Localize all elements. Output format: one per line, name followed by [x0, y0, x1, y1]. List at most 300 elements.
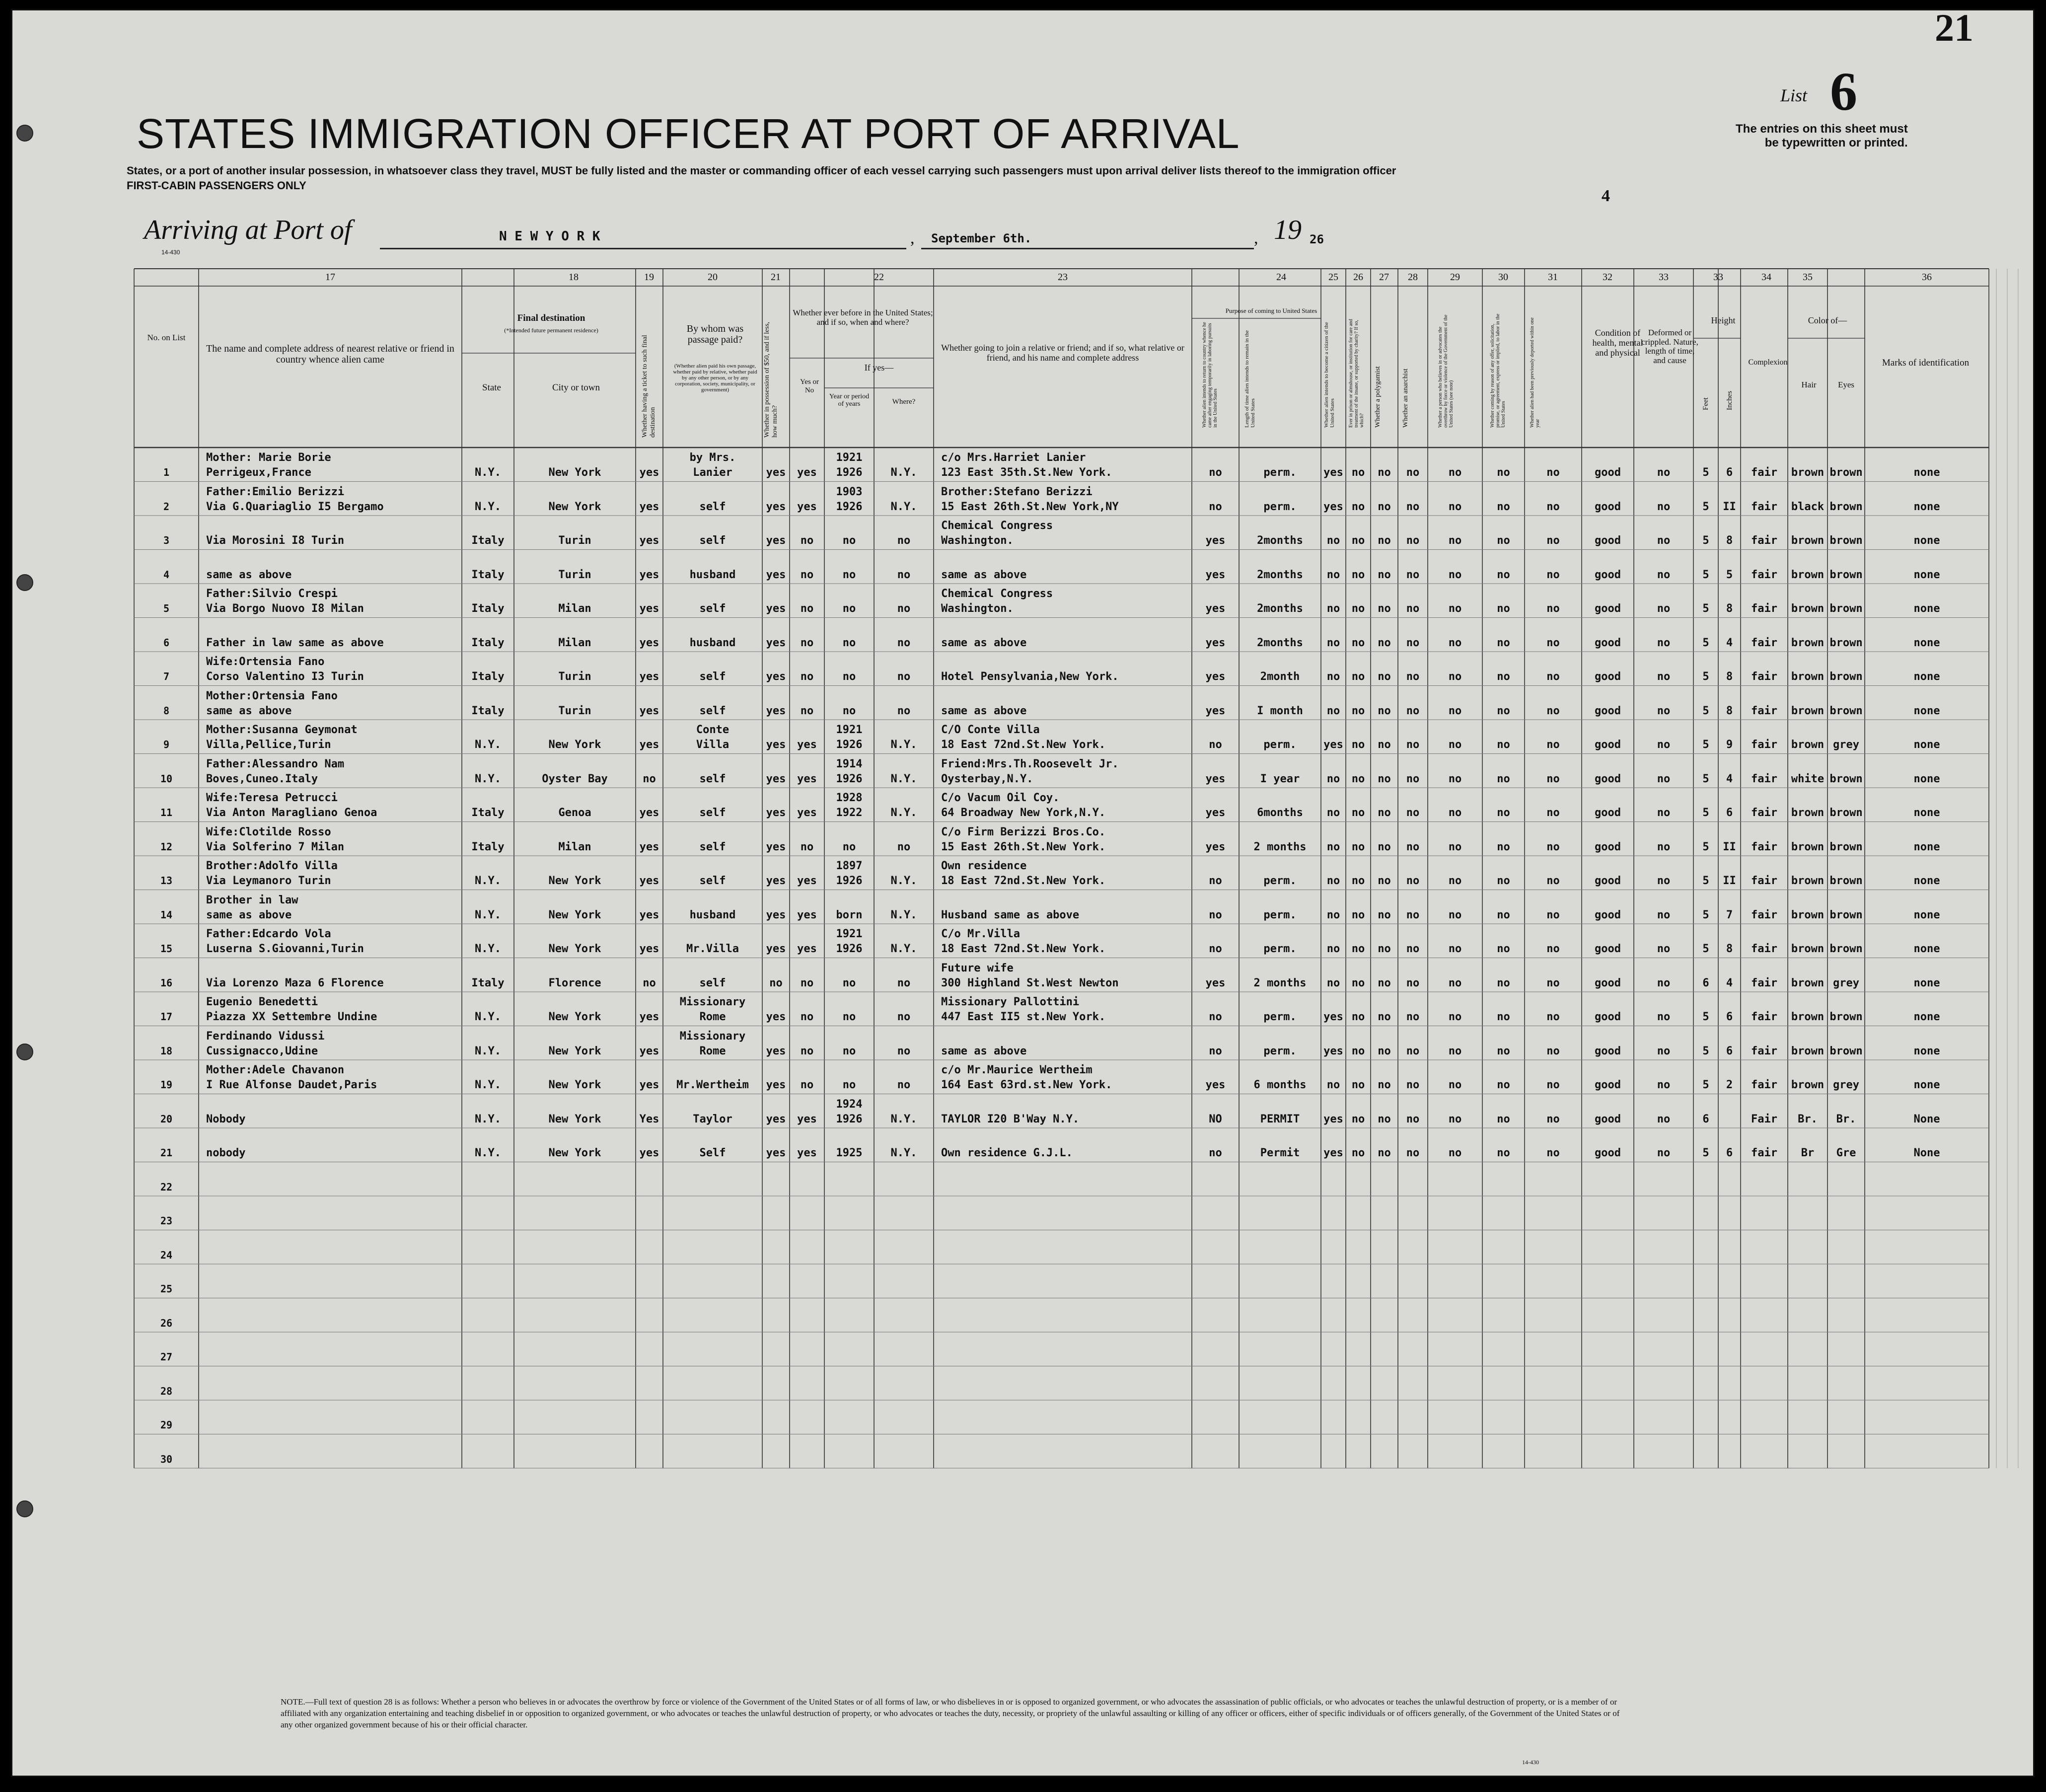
anarchist: no	[1406, 908, 1420, 921]
destination-state: Italy	[471, 636, 505, 649]
anarchist: no	[1406, 534, 1420, 547]
header-color: Color of—	[1808, 315, 1847, 325]
deformed: no	[1657, 534, 1671, 547]
anarchist: no	[1406, 875, 1420, 887]
height-inches: 7	[1726, 908, 1733, 921]
passage-paid-by: Lanier	[693, 466, 732, 479]
has-fifty-dollars: yes	[766, 1113, 786, 1125]
deformed: no	[1657, 1147, 1671, 1159]
anarchist: no	[1406, 1147, 1420, 1159]
hair-color: brown	[1791, 875, 1825, 887]
joining-address: same as above	[941, 568, 1027, 581]
joining-address: same as above	[941, 636, 1027, 649]
polygamist: no	[1378, 1113, 1391, 1125]
identification-marks: none	[1913, 636, 1940, 649]
in-prison: no	[1351, 943, 1365, 955]
where-in-us: no	[897, 1011, 911, 1023]
header-overthrow: Whether a person who believes in or advocates the overthrow by force or violence of the Government of the United States (see note)	[1438, 314, 1454, 428]
ever-in-us: no	[800, 534, 814, 547]
has-fifty-dollars: yes	[766, 636, 786, 649]
anarchist: no	[1406, 466, 1420, 479]
header-eyes: Eyes	[1837, 380, 1855, 389]
eye-color: brown	[1829, 568, 1863, 581]
in-prison: no	[1351, 1011, 1365, 1023]
relative-name: Wife:Clotilde Rosso	[206, 825, 331, 838]
where-in-us: N.Y.	[890, 875, 917, 887]
length-of-stay: perm.	[1263, 1011, 1297, 1023]
ticket-to-destination: yes	[639, 1147, 659, 1159]
height-feet: 5	[1702, 943, 1709, 955]
header-height: Height	[1711, 315, 1736, 325]
advocates-overthrow: no	[1448, 1079, 1462, 1091]
has-fifty-dollars: yes	[766, 1011, 786, 1023]
where-in-us: N.Y.	[890, 500, 917, 513]
destination-city: New York	[548, 1113, 601, 1125]
in-prison: no	[1351, 671, 1365, 683]
where-in-us: no	[897, 568, 911, 581]
destination-city: Milan	[558, 840, 591, 853]
polygamist: no	[1378, 636, 1391, 649]
joining-address: 15 East 26th.St.New York.	[941, 840, 1106, 853]
advocates-overthrow: no	[1448, 943, 1462, 955]
purpose-return: NO	[1209, 1113, 1222, 1125]
years-in-us: no	[842, 636, 856, 649]
complexion: fair	[1751, 943, 1777, 955]
joining-address: same as above	[941, 704, 1027, 717]
relative-address: Perrigeux,France	[206, 466, 311, 479]
previously-deported: no	[1546, 772, 1560, 785]
column-number: 33	[1713, 272, 1723, 283]
health-condition: good	[1595, 636, 1621, 649]
hair-color: brown	[1791, 739, 1825, 751]
years-in-us-first: 1928	[836, 792, 863, 804]
header-hair: Hair	[1801, 380, 1817, 389]
deformed: no	[1657, 500, 1671, 513]
previously-deported: no	[1546, 840, 1560, 853]
height-feet: 5	[1702, 534, 1709, 547]
header-inches: Inches	[1726, 390, 1734, 410]
joining-address: 123 East 35th.St.New York.	[941, 466, 1112, 479]
health-condition: good	[1595, 1011, 1621, 1023]
relative-name: Father:Edcardo Vola	[206, 928, 331, 940]
complexion: fair	[1751, 840, 1777, 853]
intends-citizen: yes	[1323, 1045, 1343, 1057]
ever-in-us: no	[800, 602, 814, 615]
where-in-us: N.Y.	[890, 739, 917, 751]
intends-citizen: no	[1326, 807, 1340, 819]
header-yes-no: Yes or No	[800, 378, 819, 394]
complexion: fair	[1751, 568, 1777, 581]
ticket-to-destination: no	[643, 772, 656, 785]
where-in-us: N.Y.	[890, 1147, 917, 1159]
advocates-overthrow: no	[1448, 602, 1462, 615]
length-of-stay: 2months	[1257, 636, 1303, 649]
arriving-label: Arriving at Port of	[144, 215, 352, 245]
deformed: no	[1657, 671, 1671, 683]
ticket-to-destination: yes	[639, 500, 659, 513]
advocates-overthrow: no	[1448, 704, 1462, 717]
purpose-return: yes	[1205, 704, 1226, 717]
purpose-return: no	[1209, 466, 1222, 479]
header-fifty-dollars: Whether in possession of $50, and if less, how much?	[763, 322, 779, 438]
header-anarchist: Whether an anarchist	[1402, 369, 1409, 428]
where-in-us: N.Y.	[890, 1113, 917, 1125]
header-no-on-list: No. on List	[147, 333, 186, 342]
ever-in-us: no	[800, 671, 814, 683]
complexion: fair	[1751, 1045, 1777, 1057]
header-purpose-return: Whether alien intends to return to country whence he came after engaging temporarily in laboring pursuits in the United States	[1202, 322, 1218, 428]
joining-relative: C/o Vacum Oil Coy.	[941, 792, 1060, 804]
previously-deported: no	[1546, 602, 1560, 615]
length-of-stay: 2month	[1260, 671, 1300, 683]
relative-name: Wife:Teresa Petrucci	[206, 792, 338, 804]
ever-in-us: no	[800, 976, 814, 989]
purpose-return: no	[1209, 875, 1222, 887]
eye-color: brown	[1829, 1011, 1863, 1023]
passage-paid-by-line1: Conte	[696, 724, 730, 736]
eye-color: grey	[1833, 739, 1859, 751]
column-number: 33	[1659, 272, 1669, 283]
height-inches: II	[1723, 500, 1736, 513]
height-feet: 5	[1702, 1147, 1709, 1159]
eye-color: brown	[1829, 602, 1863, 615]
row-number: 8	[163, 704, 170, 717]
destination-state: N.Y.	[475, 908, 501, 921]
labor-offer: no	[1497, 602, 1510, 615]
labor-offer: no	[1497, 1079, 1510, 1091]
has-fifty-dollars: yes	[766, 602, 786, 615]
eye-color: brown	[1829, 772, 1863, 785]
passage-paid-by-line1: Missionary	[679, 1030, 746, 1043]
hair-color: brown	[1791, 636, 1825, 649]
years-in-us: no	[842, 534, 856, 547]
intends-citizen: no	[1326, 704, 1340, 717]
in-prison: no	[1351, 636, 1365, 649]
relative-address: Cussignacco,Udine	[206, 1045, 318, 1057]
years-in-us: born	[836, 908, 863, 921]
height-feet: 5	[1702, 1045, 1709, 1057]
advocates-overthrow: no	[1448, 1045, 1462, 1057]
ticket-to-destination: yes	[639, 1011, 659, 1023]
advocates-overthrow: no	[1448, 568, 1462, 581]
comma-separator: ,	[1254, 229, 1258, 247]
destination-city: New York	[548, 1079, 601, 1091]
previously-deported: no	[1546, 704, 1560, 717]
header-passage-paid: By whom was passage paid?	[686, 323, 744, 345]
destination-city: New York	[548, 943, 601, 955]
where-in-us: no	[897, 976, 911, 989]
ticket-to-destination: yes	[639, 466, 659, 479]
relative-name: Ferdinando Vidussi	[206, 1030, 325, 1043]
height-inches: 5	[1726, 568, 1733, 581]
polygamist: no	[1378, 1147, 1391, 1159]
subtitle-line-1: States, or a port of another insular possession, in whatsoever class they travel, MUST be fully listed and the master or commanding officer of each vessel carrying such passengers must upon arrival deliver lists thereof to the immigration officer	[127, 164, 1396, 177]
complexion: fair	[1751, 772, 1777, 785]
advocates-overthrow: no	[1448, 807, 1462, 819]
row-number: 23	[160, 1215, 173, 1227]
row-number: 19	[160, 1079, 173, 1091]
eye-color: brown	[1829, 875, 1863, 887]
polygamist: no	[1378, 875, 1391, 887]
instructions-line-2: be typewritten or printed.	[1764, 136, 1908, 149]
purpose-return: no	[1209, 908, 1222, 921]
anarchist: no	[1406, 976, 1420, 989]
ever-in-us: yes	[797, 875, 817, 887]
header-relative-address: The name and complete address of nearest relative or friend in country whence alien came	[206, 343, 454, 365]
destination-state: Italy	[471, 976, 505, 989]
destination-city: Genoa	[558, 807, 591, 819]
destination-city: New York	[548, 1147, 601, 1159]
labor-offer: no	[1497, 840, 1510, 853]
joining-relative: Future wife	[941, 962, 1014, 974]
in-prison: no	[1351, 568, 1365, 581]
purpose-return: yes	[1205, 772, 1226, 785]
has-fifty-dollars: no	[769, 976, 783, 989]
years-in-us: 1926	[836, 875, 863, 887]
identification-marks: none	[1913, 840, 1940, 853]
joining-address: 18 East 72nd.St.New York.	[941, 875, 1106, 887]
relative-address: Via Morosini I8 Turin	[206, 534, 345, 547]
height-inches: 8	[1726, 534, 1733, 547]
row-number: 22	[160, 1181, 173, 1193]
intends-citizen: no	[1326, 534, 1340, 547]
purpose-return: yes	[1205, 636, 1226, 649]
identification-marks: none	[1913, 534, 1940, 547]
arrival-date: September 6th.	[931, 231, 1032, 245]
header-polygamist: Whether a polygamist	[1374, 366, 1382, 428]
length-of-stay: perm.	[1263, 943, 1297, 955]
subtitle-line-2: FIRST-CABIN PASSENGERS ONLY	[127, 179, 306, 192]
port-name: N E W Y O R K	[499, 229, 600, 244]
joining-address: 18 East 72nd.St.New York.	[941, 739, 1106, 751]
advocates-overthrow: no	[1448, 466, 1462, 479]
row-number: 7	[163, 671, 170, 682]
passage-paid-by: self	[699, 704, 726, 717]
ticket-to-destination: yes	[639, 739, 659, 751]
health-condition: good	[1595, 1113, 1621, 1125]
column-number: 36	[1922, 272, 1932, 283]
health-condition: good	[1595, 943, 1621, 955]
in-prison: no	[1351, 500, 1365, 513]
footnote-code: 14-430	[1522, 1759, 1539, 1766]
complexion: fair	[1751, 602, 1777, 615]
height-feet: 5	[1702, 466, 1709, 479]
row-number: 14	[160, 908, 173, 921]
column-number: 22	[874, 272, 884, 283]
has-fifty-dollars: yes	[766, 466, 786, 479]
purpose-return: no	[1209, 943, 1222, 955]
anarchist: no	[1406, 772, 1420, 785]
joining-relative: Brother:Stefano Berizzi	[941, 485, 1093, 498]
advocates-overthrow: no	[1448, 739, 1462, 751]
identification-marks: none	[1913, 704, 1940, 717]
deformed: no	[1657, 602, 1671, 615]
health-condition: good	[1595, 976, 1621, 989]
length-of-stay: 2months	[1257, 568, 1303, 581]
advocates-overthrow: no	[1448, 875, 1462, 887]
height-inches: 2	[1726, 1079, 1733, 1091]
years-in-us: no	[842, 671, 856, 683]
destination-city: Oyster Bay	[542, 772, 608, 785]
ever-in-us: yes	[797, 500, 817, 513]
purpose-return: yes	[1205, 671, 1226, 683]
height-feet: 5	[1702, 739, 1709, 751]
length-of-stay: I month	[1257, 704, 1303, 717]
purpose-return: no	[1209, 739, 1222, 751]
ever-in-us: yes	[797, 807, 817, 819]
previously-deported: no	[1546, 671, 1560, 683]
passage-paid-by: husband	[689, 908, 736, 921]
polygamist: no	[1378, 1045, 1391, 1057]
where-in-us: no	[897, 1045, 911, 1057]
joining-address: 64 Broadway New York,N.Y.	[941, 807, 1106, 819]
advocates-overthrow: no	[1448, 671, 1462, 683]
relative-address: Luserna S.Giovanni,Turin	[206, 943, 364, 955]
row-number: 21	[160, 1147, 173, 1159]
has-fifty-dollars: yes	[766, 1045, 786, 1057]
health-condition: good	[1595, 739, 1621, 751]
anarchist: no	[1406, 602, 1420, 615]
destination-state: Italy	[471, 534, 505, 547]
ever-in-us: yes	[797, 908, 817, 921]
height-inches: 4	[1726, 636, 1733, 649]
complexion: Fair	[1751, 1113, 1777, 1125]
column-number: 18	[569, 272, 579, 283]
height-inches: 8	[1726, 704, 1733, 717]
relative-name: Father:Emilio Berizzi	[206, 485, 345, 498]
ever-in-us: yes	[797, 466, 817, 479]
destination-city: New York	[548, 500, 601, 513]
row-number: 5	[163, 602, 170, 614]
list-label: List	[1780, 85, 1808, 105]
years-in-us: 1926	[836, 943, 863, 955]
polygamist: no	[1378, 976, 1391, 989]
row-number: 29	[160, 1419, 173, 1431]
row-number: 24	[160, 1249, 173, 1261]
length-of-stay: 6months	[1257, 807, 1303, 819]
length-of-stay: 6 months	[1253, 1079, 1307, 1091]
joining-relative: c/o Mrs.Harriet Lanier	[941, 451, 1086, 464]
passage-paid-by: self	[699, 534, 726, 547]
where-in-us: no	[897, 534, 911, 547]
relative-address: Via Lorenzo Maza 6 Florence	[206, 976, 384, 989]
destination-state: N.Y.	[475, 875, 501, 887]
identification-marks: none	[1913, 1011, 1940, 1023]
labor-offer: no	[1497, 671, 1510, 683]
length-of-stay: 2months	[1257, 534, 1303, 547]
purpose-return: no	[1209, 1147, 1222, 1159]
relative-address: Boves,Cuneo.Italy	[206, 772, 318, 785]
relative-address: Via G.Quariaglio I5 Bergamo	[206, 500, 384, 513]
ticket-to-destination: yes	[639, 807, 659, 819]
labor-offer: no	[1497, 568, 1510, 581]
previously-deported: no	[1546, 943, 1560, 955]
labor-offer: no	[1497, 704, 1510, 717]
where-in-us: N.Y.	[890, 943, 917, 955]
column-number: 20	[708, 272, 718, 283]
joining-address: Hotel Pensylvania,New York.	[941, 671, 1119, 683]
passage-paid-by: Mr.Villa	[686, 943, 739, 955]
destination-state: Italy	[471, 671, 505, 683]
has-fifty-dollars: yes	[766, 500, 786, 513]
length-of-stay: perm.	[1263, 500, 1297, 513]
years-in-us: no	[842, 704, 856, 717]
intends-citizen: no	[1326, 671, 1340, 683]
passage-paid-by: self	[699, 807, 726, 819]
identification-marks: none	[1913, 466, 1940, 479]
relative-name: Mother:Adele Chavanon	[206, 1064, 345, 1076]
list-number: 6	[1830, 61, 1857, 122]
previously-deported: no	[1546, 875, 1560, 887]
complexion: fair	[1751, 739, 1777, 751]
relative-address: same as above	[206, 704, 292, 717]
destination-state: N.Y.	[475, 1045, 501, 1057]
polygamist: no	[1378, 704, 1391, 717]
ticket-to-destination: yes	[639, 840, 659, 853]
ticket-to-destination: yes	[639, 671, 659, 683]
years-in-us: no	[842, 1045, 856, 1057]
advocates-overthrow: no	[1448, 636, 1462, 649]
deformed: no	[1657, 568, 1671, 581]
relative-name: Father:Silvio Crespi	[206, 588, 338, 600]
destination-city: Turin	[558, 534, 591, 547]
passage-paid-by-line1: Missionary	[679, 996, 746, 1008]
polygamist: no	[1378, 1011, 1391, 1023]
years-in-us: 1926	[836, 500, 863, 513]
ever-in-us: yes	[797, 739, 817, 751]
header-deformed: Deformed or crippled. Nature, length of time, and cause	[1641, 328, 1698, 366]
header-purpose: Purpose of coming to United States	[1225, 307, 1317, 314]
height-inches: 6	[1726, 1045, 1733, 1057]
column-number: 26	[1353, 272, 1363, 283]
length-of-stay: perm.	[1263, 739, 1297, 751]
previously-deported: no	[1546, 534, 1560, 547]
previously-deported: no	[1546, 1147, 1560, 1159]
destination-state: N.Y.	[475, 1011, 501, 1023]
deformed: no	[1657, 908, 1671, 921]
years-in-us-first: 1921	[836, 451, 863, 464]
has-fifty-dollars: yes	[766, 1147, 786, 1159]
ever-in-us: no	[800, 636, 814, 649]
row-number: 1	[163, 466, 170, 478]
identification-marks: none	[1913, 807, 1940, 819]
hair-color: brown	[1791, 671, 1825, 683]
passage-paid-by: self	[699, 772, 726, 785]
height-inches: II	[1723, 875, 1736, 887]
advocates-overthrow: no	[1448, 500, 1462, 513]
health-condition: good	[1595, 1045, 1621, 1057]
health-condition: good	[1595, 1147, 1621, 1159]
health-condition: good	[1595, 671, 1621, 683]
deformed: no	[1657, 840, 1671, 853]
years-in-us: 1926	[836, 466, 863, 479]
deformed: no	[1657, 976, 1671, 989]
advocates-overthrow: no	[1448, 908, 1462, 921]
joining-relative: Own residence	[941, 860, 1027, 872]
polygamist: no	[1378, 534, 1391, 547]
ticket-to-destination: Yes	[639, 1113, 659, 1125]
column-number: 34	[1761, 272, 1771, 283]
length-of-stay: perm.	[1263, 875, 1297, 887]
row-number: 12	[160, 840, 173, 853]
where-in-us: no	[897, 704, 911, 717]
header-labor-offer: Whether coming by reason of any offer, solicitation, promise, or agreement, express or implied, to labor in the United States	[1490, 313, 1506, 428]
height-feet: 5	[1702, 908, 1709, 921]
row-number: 27	[160, 1351, 173, 1363]
height-feet: 5	[1702, 1011, 1709, 1023]
has-fifty-dollars: yes	[766, 1079, 786, 1091]
relative-address: same as above	[206, 908, 292, 921]
